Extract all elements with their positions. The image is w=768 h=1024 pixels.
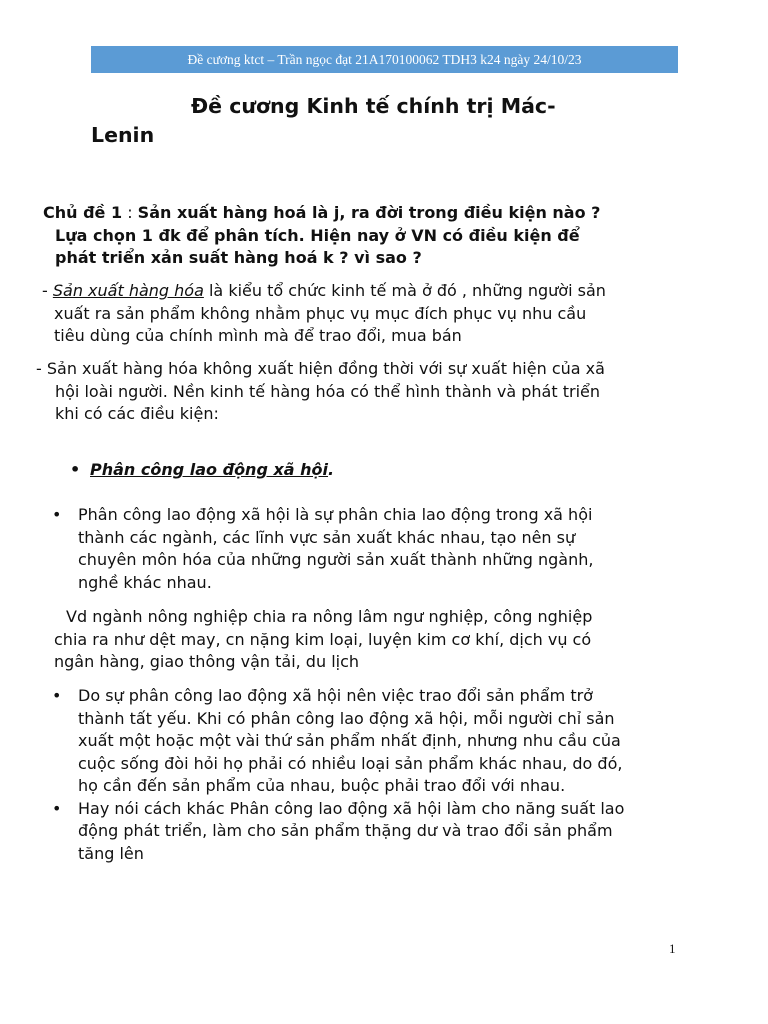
document-title — [91, 92, 691, 150]
document-header-bar — [91, 46, 678, 73]
list1-item1-line-1: • Phân công lao động xã hội là sự phân chia lao động trong xã hội — [78, 505, 593, 524]
list1-item1-line-2: thành các ngành, các lĩnh vực sản xuất khác nhau, tạo nên sự — [78, 527, 576, 547]
page-number: 1 — [669, 941, 676, 956]
example-line-2: chia ra như dệt may, cn nặng kim loại, luyện kim cơ khí, dịch vụ có — [54, 629, 592, 649]
list2-item1-line-3: xuất một hoặc một vài thứ sản phẩm nhất định, nhưng nhu cầu của — [78, 731, 621, 750]
definition-term: Sản xuất hàng hóa — [52, 281, 204, 300]
conditions-paragraph — [36, 358, 726, 426]
section-heading-suffix: . — [328, 460, 335, 479]
example-paragraph — [54, 606, 694, 674]
list2-item2-line-1: • Hay nói cách khác Phân công lao động xã hội làm cho năng suất lao — [78, 798, 625, 818]
paragraph2-line-3: khi có các điều kiện: — [55, 404, 219, 423]
section-heading-bullet — [70, 459, 334, 482]
list1-item1-line-3: chuyên môn hóa của những người sản xuất thành những ngành, — [78, 550, 594, 569]
title-line-1: Đề cương Kinh tế chính trị Mác- — [191, 94, 556, 118]
list2-item1-line-4: cuộc sống đòi hỏi họ phải có nhiều loại sản phẩm khác nhau, do đó, — [78, 753, 623, 773]
section-heading-text: Phân công lao động xã hội — [90, 460, 329, 479]
definition-line-1: là kiểu tổ chức kinh tế mà ở đó , những người sản — [203, 281, 606, 300]
bullet-list-2 — [52, 685, 692, 865]
topic-line-3: phát triển xản suất hàng hoá k ? vì sao ? — [55, 248, 422, 267]
list2-item2-line-3: tăng lên — [78, 843, 144, 863]
definition-paragraph — [42, 280, 722, 348]
definition-prefix: - — [42, 281, 53, 300]
topic-heading — [43, 202, 703, 270]
example-line-1: Vd ngành nông nghiệp chia ra nông lâm ngư nghiệp, công nghiệp — [66, 607, 593, 626]
header-text: Đề cương ktct – Trần ngọc đạt 21A170100062 TDH3 k24 ngày 24/10/23 — [187, 51, 582, 67]
paragraph2-line-2: hội loài người. Nền kinh tế hàng hóa có thể hình thành và phát triển — [55, 381, 600, 401]
definition-line-2: xuất ra sản phẩm không nhằm phục vụ mục đích phục vụ nhu cầu — [54, 303, 587, 323]
paragraph2-line-1: - Sản xuất hàng hóa không xuất hiện đồng thời với sự xuất hiện của xã — [36, 359, 605, 378]
list-item — [52, 685, 692, 798]
list2-item1-line-2: thành tất yếu. Khi có phân công lao động xã hội, mỗi người chỉ sản — [78, 708, 615, 728]
title-line-2: Lenin — [91, 123, 155, 147]
definition-line-3: tiêu dùng của chính mình mà để trao đổi, mua bán — [54, 326, 462, 345]
list2-item1-line-5: họ cần đến sản phẩm của nhau, buộc phải trao đổi với nhau. — [78, 776, 566, 795]
list1-item1-line-4: nghề khác nhau. — [78, 572, 212, 592]
list2-item2-line-2: động phát triển, làm cho sản phẩm thặng dư và trao đổi sản phẩm — [78, 821, 613, 840]
example-line-3: ngân hàng, giao thông vận tải, du lịch — [54, 652, 360, 671]
topic-line-2: Lựa chọn 1 đk để phân tích. Hiện nay ở VN có điều kiện để — [55, 225, 580, 245]
list-item — [52, 504, 692, 594]
topic-line-1: Sản xuất hàng hoá là j, ra đời trong điều kiện nào ? — [137, 203, 601, 222]
topic-label: Chủ đề 1 — [43, 203, 123, 222]
bullet-list-1 — [52, 504, 692, 594]
bullet-icon: • — [70, 460, 81, 479]
list-item — [52, 798, 692, 866]
list2-item1-line-1: • Do sự phân công lao động xã hội nên việc trao đổi sản phẩm trở — [78, 686, 593, 705]
topic-separator: : — [122, 203, 138, 222]
